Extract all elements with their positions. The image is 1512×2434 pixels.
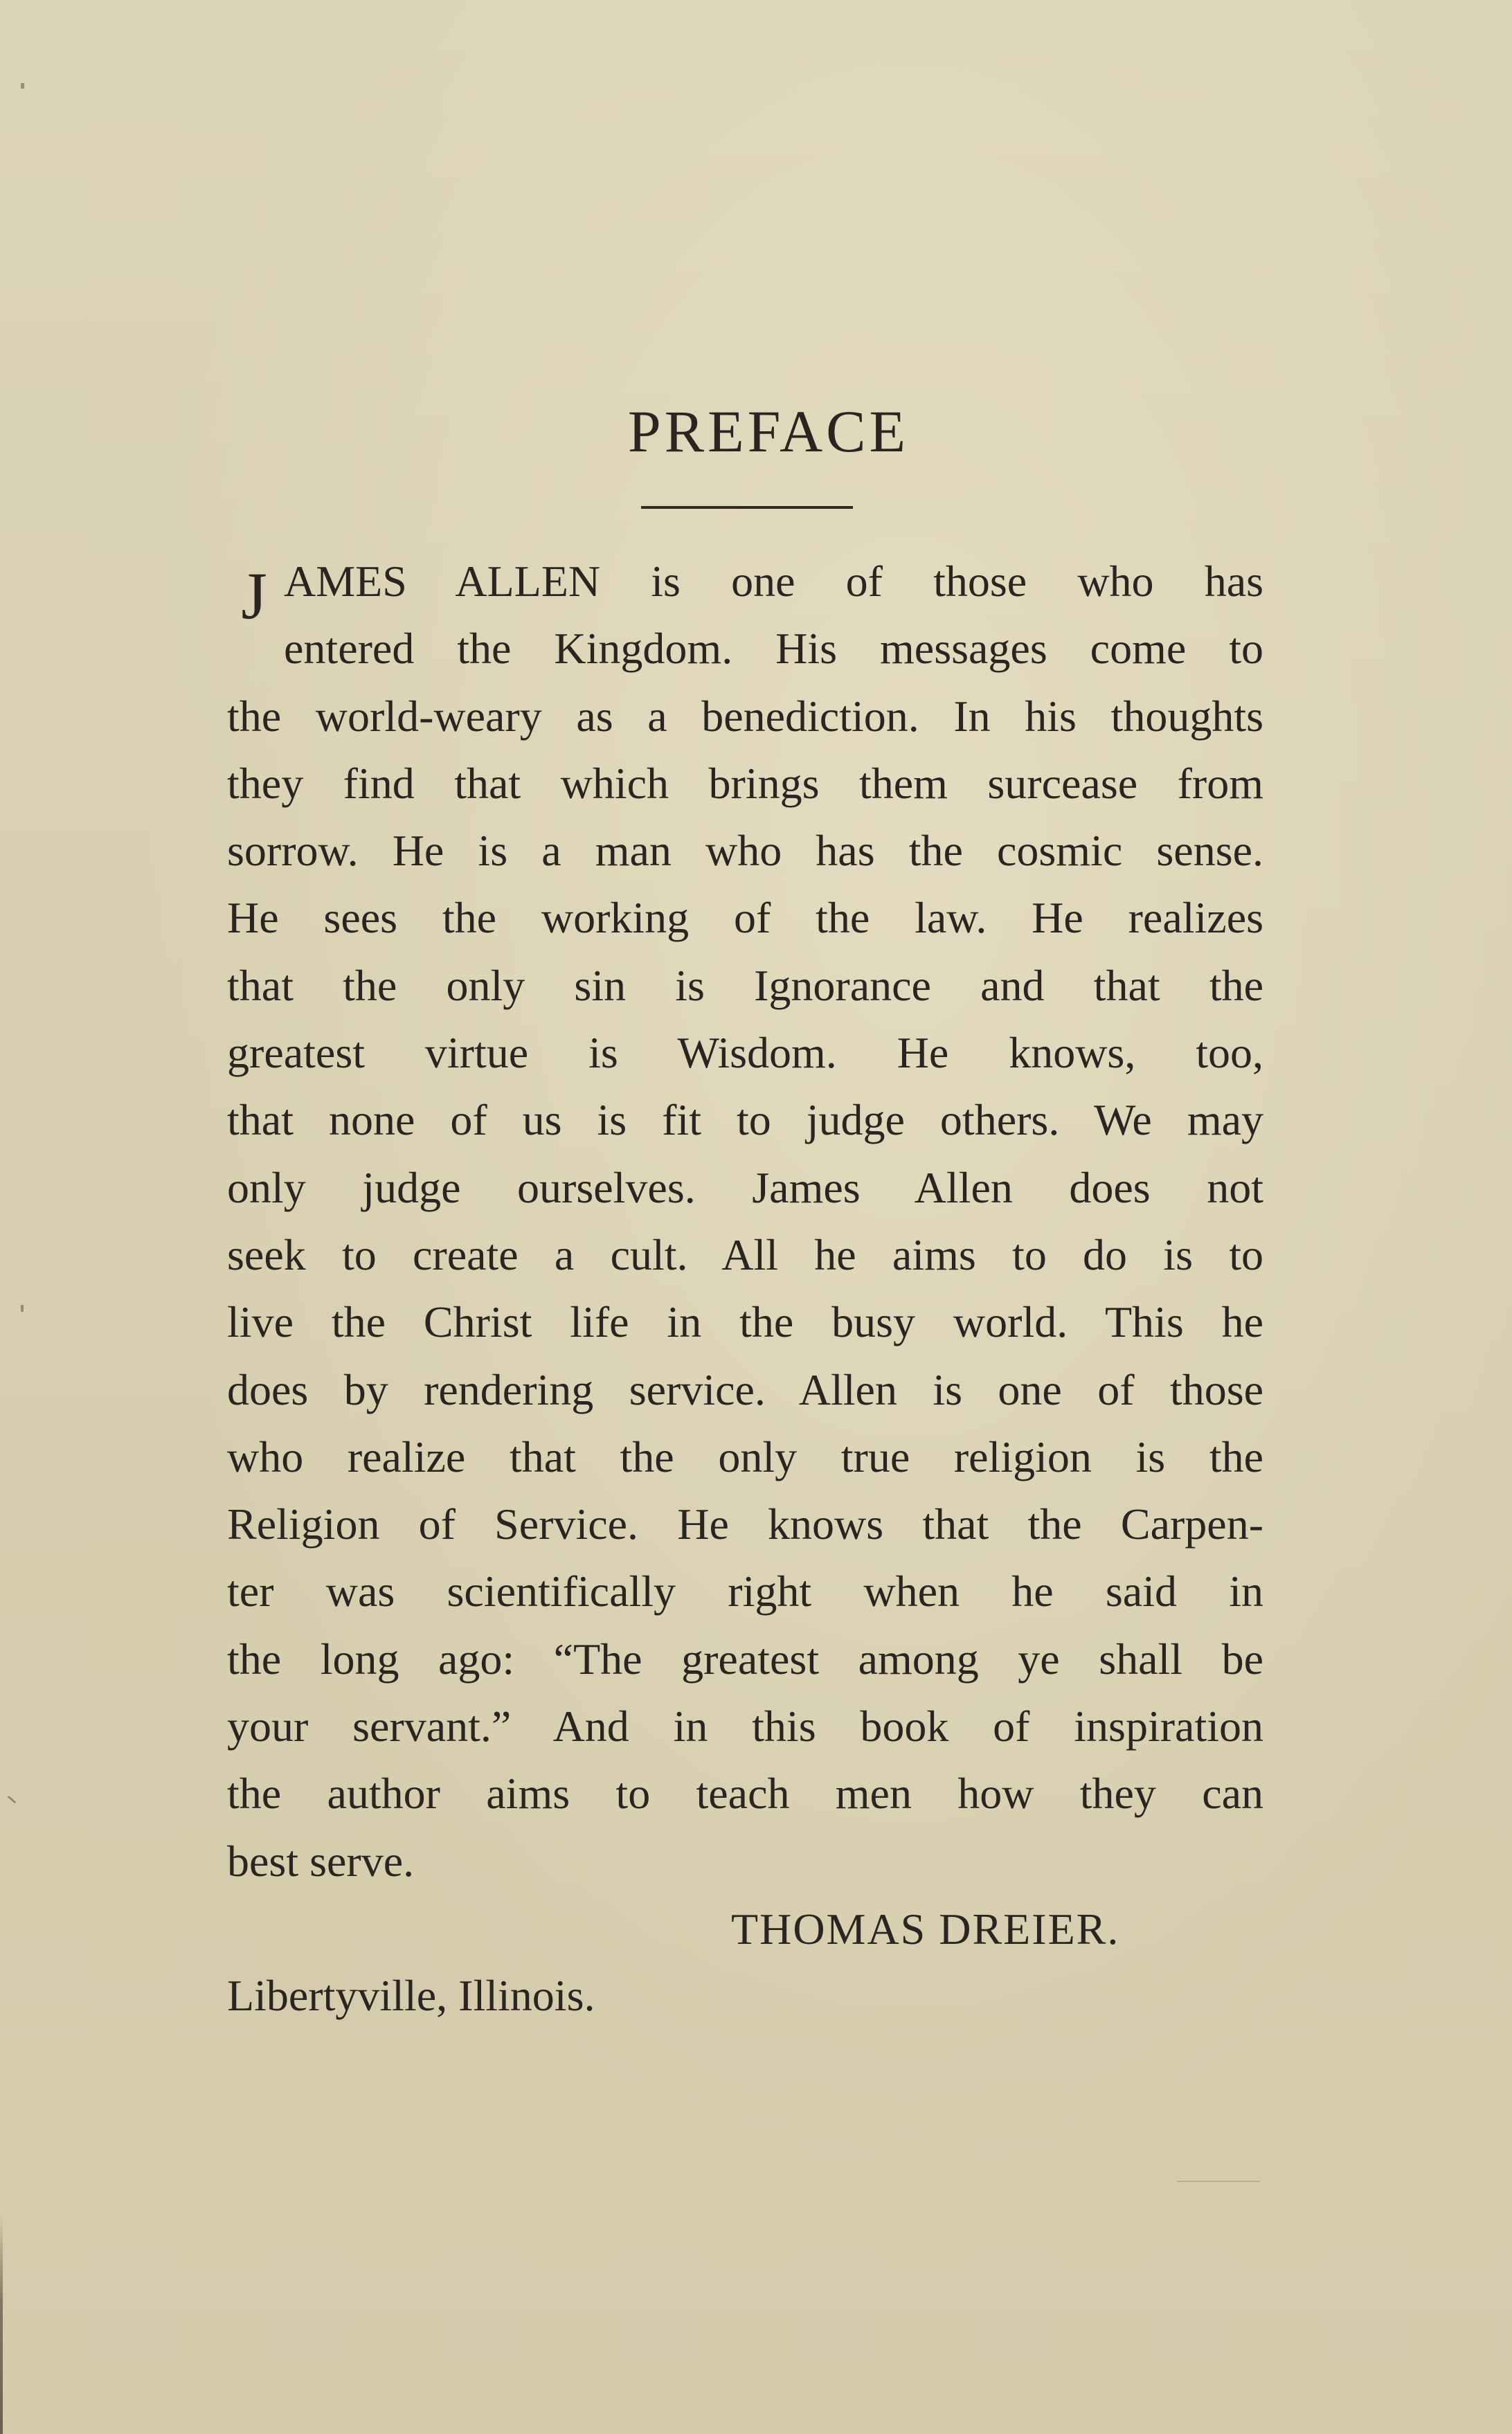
drop-cap: J: [241, 559, 267, 633]
text-line: greatest virtue is Wisdom. He knows, too,: [227, 1028, 1263, 1078]
text-line: entered the Kingdom. His messages come to: [284, 624, 1263, 674]
text-line: who realize that the only true religion is the: [227, 1432, 1263, 1481]
text-line: ter was scientifically right when he said in: [227, 1567, 1263, 1616]
text-line: your servant.” And in this book of inspiration: [227, 1702, 1263, 1751]
text-line: seek to create a cult. All he aims to do is to: [227, 1229, 1263, 1279]
text-line: best serve.: [227, 1836, 415, 1886]
preface-body: [227, 548, 1263, 1895]
paper-speck: [21, 1305, 24, 1312]
text-line: the world-weary as a benediction. In his thoughts: [227, 691, 1263, 741]
paper-speck: [8, 1796, 17, 1803]
first-paragraph-opening: [227, 548, 1263, 683]
page-title: PREFACE: [627, 398, 910, 465]
text-line: AMES ALLEN is one of those who has: [284, 557, 1263, 606]
text-line: does by rendering service. Allen is one of those: [227, 1364, 1263, 1414]
text-line: sorrow. He is a man who has the cosmic sense.: [227, 826, 1263, 876]
text-line: that none of us is fit to judge others. We may: [227, 1095, 1263, 1145]
text-line: the long ago: “The greatest among ye shall be: [227, 1634, 1263, 1684]
place-line: Libertyville, Illinois.: [227, 1971, 595, 2020]
page-edge-shadow: [0, 2215, 3, 2434]
text-line: live the Christ life in the busy world. This he: [227, 1297, 1263, 1347]
paper-speck: [21, 83, 24, 89]
title-divider: [641, 506, 853, 509]
text-line: only judge ourselves. James Allen does not: [227, 1162, 1263, 1212]
author-signature: THOMAS DREIER.: [731, 1904, 1120, 1954]
text-line: He sees the working of the law. He realizes: [227, 893, 1263, 943]
paper-speck: [1177, 2181, 1260, 2182]
text-line: the author aims to teach men how they can: [227, 1769, 1263, 1819]
text-line: that the only sin is Ignorance and that the: [227, 960, 1263, 1010]
text-line: Religion of Service. He knows that the Carpen-: [227, 1499, 1263, 1549]
text-line: they find that which brings them surcease from: [227, 758, 1263, 808]
